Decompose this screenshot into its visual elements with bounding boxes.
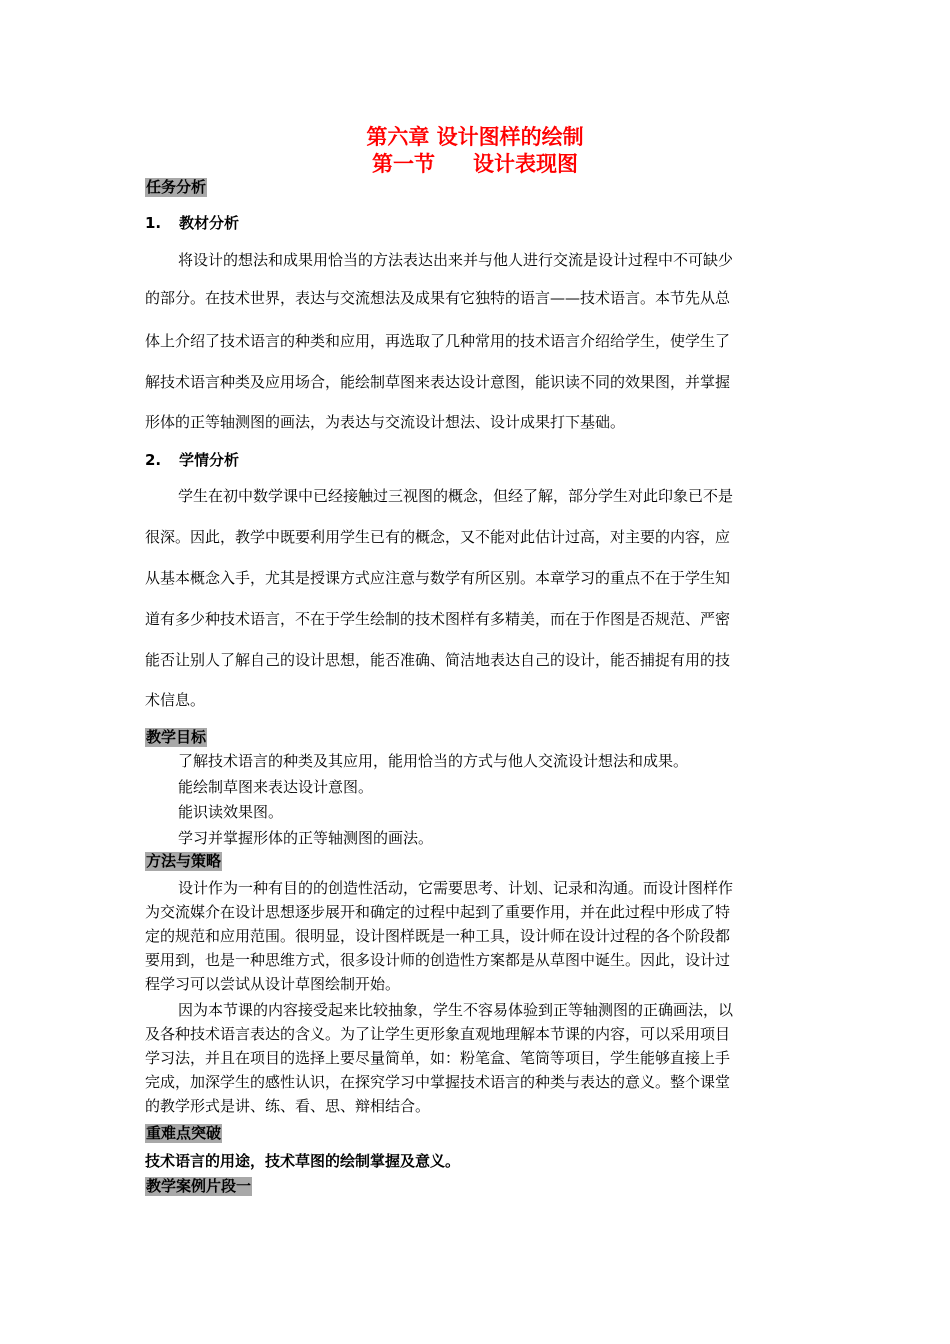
paragraph-line: 程学习可以尝试从设计草图绘制开始。 — [145, 975, 401, 993]
paragraph-line: 的教学形式是讲、练、看、思、辩相结合。 — [145, 1097, 431, 1115]
objective-item: 能识读效果图。 — [178, 803, 284, 821]
subheading-number: 2. — [145, 451, 162, 469]
heading-methods: 方法与策略 — [146, 852, 222, 870]
paragraph-line: 学生在初中数学课中已经接触过三视图的概念，但经了解，部分学生对此印象已不是 — [178, 487, 734, 505]
section-name: 设计表现图 — [473, 152, 578, 176]
paragraph-line: 道有多少种技术语言，不在于学生绘制的技术图样有多精美，而在于作图是否规范、严密 — [145, 610, 731, 628]
objective-item: 能绘制草图来表达设计意图。 — [178, 778, 374, 796]
paragraph-line: 定的规范和应用范围。很明显，设计图样既是一种工具，设计师在设计过程的各个阶段都 — [145, 927, 731, 945]
paragraph-line: 学习法，并且在项目的选择上要尽量简单，如：粉笔盒、笔筒等项目，学生能够直接上手 — [145, 1049, 731, 1067]
paragraph-line: 及各种技术语言表达的含义。为了让学生更形象直观地理解本节课的内容，可以采用项目 — [145, 1025, 731, 1043]
objective-item: 学习并掌握形体的正等轴测图的画法。 — [178, 829, 434, 847]
section-label: 第一节 — [372, 152, 435, 176]
chapter-title: 第六章 设计图样的绘制 — [366, 125, 584, 149]
section-title — [0, 151, 950, 177]
heading-task-analysis: 任务分析 — [146, 178, 207, 196]
key-points-text: 技术语言的用途，技术草图的绘制掌握及意义。 — [145, 1152, 461, 1170]
objective-item: 了解技术语言的种类及其应用，能用恰当的方式与他人交流设计想法和成果。 — [178, 752, 689, 770]
paragraph-line: 能否让别人了解自己的设计思想，能否准确、简洁地表达自己的设计，能否捕捉有用的技 — [145, 651, 731, 669]
paragraph-line: 为交流媒介在设计思想逐步展开和确定的过程中起到了重要作用，并在此过程中形成了特 — [145, 903, 731, 921]
subheading-material-analysis — [145, 213, 239, 233]
paragraph-line: 因为本节课的内容接受起来比较抽象，学生不容易体验到正等轴测图的正确画法，以 — [178, 1001, 734, 1019]
subheading-text: 教材分析 — [179, 214, 240, 232]
paragraph-line: 将设计的想法和成果用恰当的方法表达出来并与他人进行交流是设计过程中不可缺少 — [178, 251, 734, 269]
subheading-number: 1. — [145, 214, 162, 232]
subheading-text: 学情分析 — [179, 451, 240, 469]
paragraph-line: 设计作为一种有目的的创造性活动，它需要思考、计划、记录和沟通。而设计图样作 — [178, 879, 734, 897]
heading-teaching-case: 教学案例片段一 — [146, 1177, 252, 1195]
paragraph-line: 很深。因此，教学中既要利用学生已有的概念，又不能对此估计过高，对主要的内容，应 — [145, 528, 731, 546]
paragraph-line: 解技术语言种类及应用场合，能绘制草图来表达设计意图，能识读不同的效果图，并掌握 — [145, 373, 731, 391]
subheading-learner-analysis — [145, 450, 239, 470]
paragraph-line: 要用到，也是一种思维方式，很多设计师的创造性方案都是从草图中诞生。因此，设计过 — [145, 951, 731, 969]
paragraph-line: 从基本概念入手，尤其是授课方式应注意与数学有所区别。本章学习的重点不在于学生知 — [145, 569, 731, 587]
paragraph-line: 体上介绍了技术语言的种类和应用，再选取了几种常用的技术语言介绍给学生，使学生了 — [145, 332, 731, 350]
paragraph-line: 形体的正等轴测图的画法，为表达与交流设计想法、设计成果打下基础。 — [145, 413, 626, 431]
paragraph-line: 的部分。在技术世界，表达与交流想法及成果有它独特的语言——技术语言。本节先从总 — [145, 289, 731, 307]
paragraph-line: 术信息。 — [145, 691, 206, 709]
paragraph-line: 完成，加深学生的感性认识，在探究学习中掌握技术语言的种类与表达的意义。整个课堂 — [145, 1073, 731, 1091]
heading-key-points: 重难点突破 — [146, 1124, 222, 1142]
heading-objectives: 教学目标 — [146, 728, 207, 746]
